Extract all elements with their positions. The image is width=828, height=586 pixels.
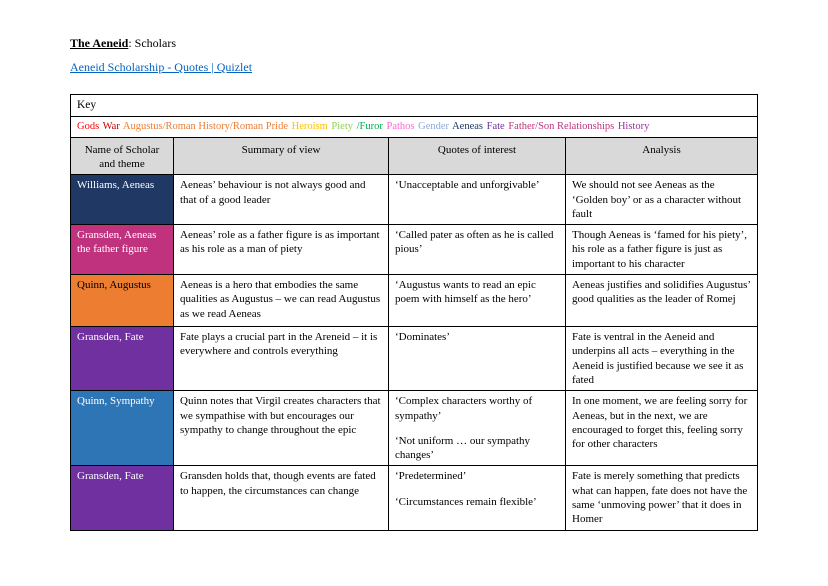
scholar-cell: Quinn, Augustus: [71, 275, 174, 327]
quote-text: ‘Circumstances remain flexible’: [395, 495, 537, 508]
col-header-summary: Summary of view: [174, 137, 389, 175]
table-row: [71, 391, 758, 466]
key-item: Aeneas: [452, 121, 483, 132]
quote-cell: [389, 327, 566, 391]
key-label: Key: [71, 95, 758, 117]
scholar-cell: Quinn, Sympathy: [71, 391, 174, 466]
analysis-cell: Fate is merely something that predicts what can happen, fate does not have the same ‘unmoving power’ that it does in Homer: [566, 466, 758, 530]
key-item: Fate: [486, 121, 505, 132]
summary-cell: Aeneas is a hero that embodies the same qualities as Augustus – we can read Augustus as we read Aeneas: [174, 275, 389, 327]
table-row: [71, 466, 758, 530]
key-item: Heroism: [291, 121, 328, 132]
key-legend-row: [71, 117, 758, 138]
quote-text: ‘Predetermined’: [395, 470, 467, 483]
key-row: [71, 95, 758, 117]
scholar-cell: Gransden, Aeneas the father figure: [71, 225, 174, 275]
quote-text: ‘Called pater as often as he is called pious’: [395, 229, 554, 256]
quote-text: ‘Complex characters worthy of sympathy’: [395, 395, 533, 422]
table-row: [71, 175, 758, 225]
col-header-analysis: Analysis: [566, 137, 758, 175]
table-row: [71, 327, 758, 391]
key-item: War: [102, 121, 120, 132]
analysis-cell: Aeneas justifies and solidifies Augustus’ good qualities as the leader of Romej: [566, 275, 758, 327]
quote-cell: [389, 275, 566, 327]
quote-text: ‘Unacceptable and unforgivable’: [395, 179, 540, 192]
scholar-cell: Gransden, Fate: [71, 466, 174, 530]
key-item: Gods: [77, 121, 100, 132]
title-suffix: : Scholars: [128, 36, 177, 50]
key-item: History: [617, 121, 650, 132]
link-line: [70, 60, 758, 75]
col-header-scholar: Name of Scholar and theme: [71, 137, 174, 175]
table-row: [71, 275, 758, 327]
scholars-table: [70, 94, 758, 531]
table-row: [71, 225, 758, 275]
scholar-cell: Williams, Aeneas: [71, 175, 174, 225]
quote-cell: [389, 391, 566, 466]
key-legend: [71, 117, 758, 138]
analysis-cell: Though Aeneas is ‘famed for his piety’, his role as a father figure is just as important to his character: [566, 225, 758, 275]
quizlet-link[interactable]: Aeneid Scholarship - Quotes | Quizlet: [70, 60, 253, 74]
analysis-cell: In one moment, we are feeling sorry for Aeneas, but in the next, we are encouraged to forget this, feeling sorry for other characters: [566, 391, 758, 466]
key-item: Father/Son Relationships: [508, 121, 615, 132]
summary-cell: Aeneas’ role as a father figure is as important as his role as a man of piety: [174, 225, 389, 275]
quote-cell: [389, 225, 566, 275]
quote-cell: [389, 466, 566, 530]
key-item: Pathos: [386, 121, 415, 132]
page-title: [70, 36, 758, 51]
summary-cell: Fate plays a crucial part in the Areneid – it is everywhere and controls everything: [174, 327, 389, 391]
key-item: Augustus/Roman History/Roman Pride: [122, 121, 288, 132]
scholar-cell: Gransden, Fate: [71, 327, 174, 391]
analysis-cell: Fate is ventral in the Aeneid and underpins all acts – everything in the Aeneid is justified because we see it as fated: [566, 327, 758, 391]
key-item: Piety: [331, 121, 353, 132]
analysis-cell: We should not see Aeneas as the ‘Golden boy’ or as a character without fault: [566, 175, 758, 225]
quote-text: ‘Dominates’: [395, 331, 450, 344]
key-item: /Furor: [356, 121, 383, 132]
summary-cell: Aeneas’ behaviour is not always good and that of a good leader: [174, 175, 389, 225]
summary-cell: Quinn notes that Virgil creates characters that we sympathise with but encourages our sympathy to change throughout the epic: [174, 391, 389, 466]
summary-cell: Gransden holds that, though events are fated to happen, the circumstances can change: [174, 466, 389, 530]
quote-cell: [389, 175, 566, 225]
title-book: The Aeneid: [70, 36, 129, 50]
quote-text: ‘Not uniform … our sympathy changes’: [395, 434, 531, 462]
table-header-row: [71, 137, 758, 175]
key-item: Gender: [418, 121, 450, 132]
quote-text: ‘Augustus wants to read an epic poem with himself as the hero’: [395, 279, 536, 306]
col-header-quotes: Quotes of interest: [389, 137, 566, 175]
